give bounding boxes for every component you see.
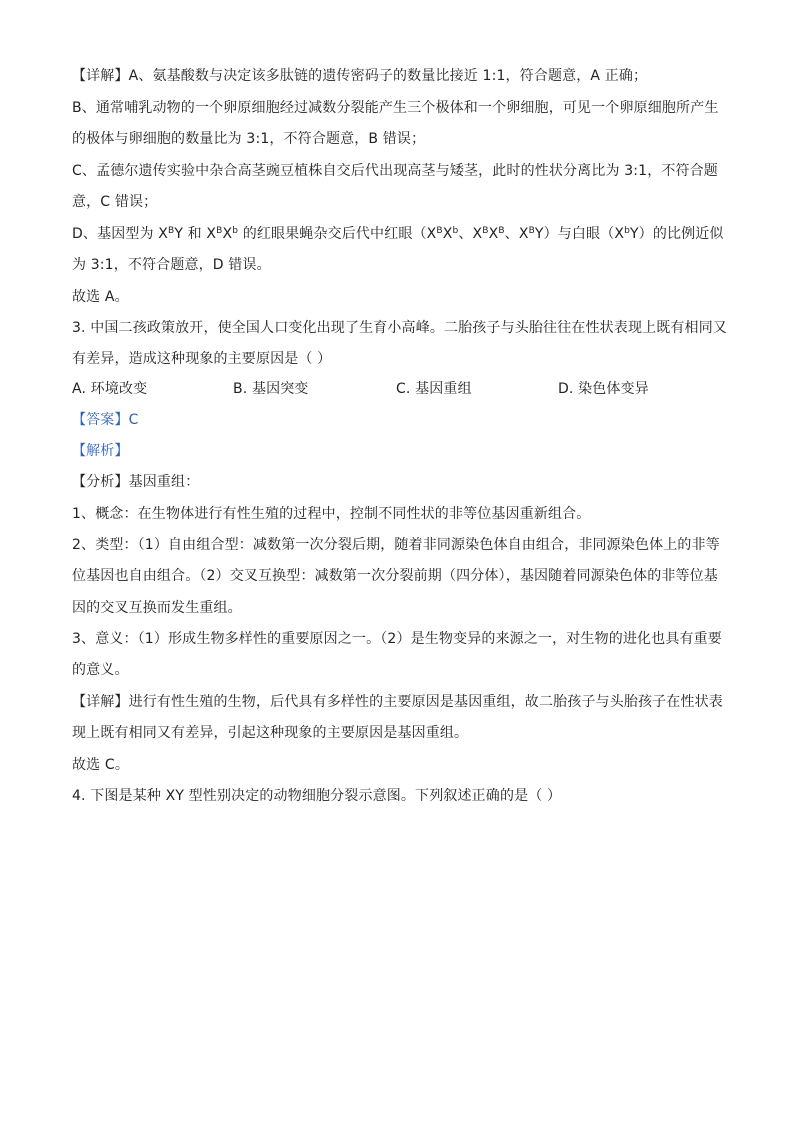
question-3-conclusion: 故选 C。 — [72, 757, 129, 773]
text-segment: 、X — [504, 226, 529, 242]
analysis-point-2-line1: 2、类型：（1）自由组合型：减数第一次分裂后期，随着非同源染色体自由组合，非同源染色体上的非等 — [72, 537, 720, 553]
detail-line2: 现上既有相同又有差异，引起这种现象的主要原因是基因重组。 — [72, 725, 469, 741]
prev-detail-a: 【详解】A、氨基酸数与决定该多肽链的遗传密码子的数量比接近 1:1，符合题意，A 正确； — [72, 68, 648, 84]
question-3-options — [72, 379, 734, 399]
prev-option-b-line2: 的极体与卵细胞的数量比为 3:1，不符合题意，B 错误； — [72, 131, 426, 147]
analysis-heading: 【分析】基因重组： — [72, 474, 200, 490]
text-segment: 、X — [458, 226, 483, 242]
superscript: B — [216, 226, 223, 236]
question-4-stem: 4. 下图是某种 XY 型性别决定的动物细胞分裂示意图。下列叙述正确的是（ ） — [72, 788, 562, 804]
prev-conclusion: 故选 A。 — [72, 289, 129, 305]
superscript: b — [624, 226, 630, 236]
option-a: A. 环境改变 — [72, 381, 148, 397]
text-segment: Y）的比例近似 — [629, 226, 724, 242]
superscript: B — [498, 226, 505, 236]
question-3-stem-line2: 有差异，造成这种现象的主要原因是（ ） — [72, 351, 332, 367]
option-d: D. 染色体变异 — [558, 381, 649, 397]
superscript: B — [168, 226, 175, 236]
text-segment: X — [442, 226, 453, 242]
analysis-label: 【解析】 — [72, 443, 129, 459]
text-segment: Y 和 X — [174, 226, 217, 242]
text-segment: D、基因型为 X — [72, 226, 169, 242]
prev-option-d-line1 — [72, 224, 734, 244]
analysis-point-2-line3: 因的交叉互换而发生重组。 — [72, 600, 242, 616]
prev-option-b-line1: B、通常哺乳动物的一个卵原细胞经过减数分裂能产生三个极体和一个卵细胞，可见一个卵原细胞所产生 — [72, 100, 719, 116]
analysis-point-2-line2: 位基因也自由组合。（2）交叉互换型：减数第一次分裂前期（四分体），基因随着同源染色体的非等位基 — [72, 568, 718, 584]
superscript: B — [482, 226, 489, 236]
superscript: B — [528, 226, 535, 236]
superscript: b — [232, 226, 239, 236]
text-segment: Y）与白眼（X — [534, 226, 625, 242]
prev-option-c-line2: 意，C 错误； — [72, 194, 158, 210]
superscript: B — [436, 226, 443, 236]
analysis-point-3-line1: 3、意义：（1）形成生物多样性的重要原因之一。（2）是生物变异的来源之一，对生物的进化也具有重要 — [72, 631, 722, 647]
analysis-point-1: 1、概念：在生物体进行有性生殖的过程中，控制不同性状的非等位基因重新组合。 — [72, 506, 591, 522]
option-c: C. 基因重组 — [396, 381, 472, 397]
option-b: B. 基因突变 — [233, 381, 309, 397]
superscript: b — [452, 226, 459, 236]
answer-label: 【答案】C — [72, 412, 139, 428]
analysis-point-3-line2: 的意义。 — [72, 662, 129, 678]
question-3-stem-line1: 3. 中国二孩政策放开，使全国人口变化出现了生育小高峰。二胎孩子与头胎往往在性状表现上既有相同又 — [72, 320, 728, 336]
text-segment: X — [222, 226, 233, 242]
text-segment: 的红眼果蝇杂交后代中红眼（X — [238, 226, 437, 242]
prev-option-d-line2: 为 3:1，不符合题意，D 错误。 — [72, 257, 271, 273]
prev-option-c-line1: C、孟德尔遗传实验中杂合高茎豌豆植株自交后代出现高茎与矮茎，此时的性状分离比为 3:1，不符合题 — [72, 163, 718, 179]
text-segment: X — [488, 226, 499, 242]
detail-line1: 【详解】进行有性生殖的生物，后代具有多样性的主要原因是基因重组，故二胎孩子与头胎孩子在性状表 — [72, 694, 723, 710]
